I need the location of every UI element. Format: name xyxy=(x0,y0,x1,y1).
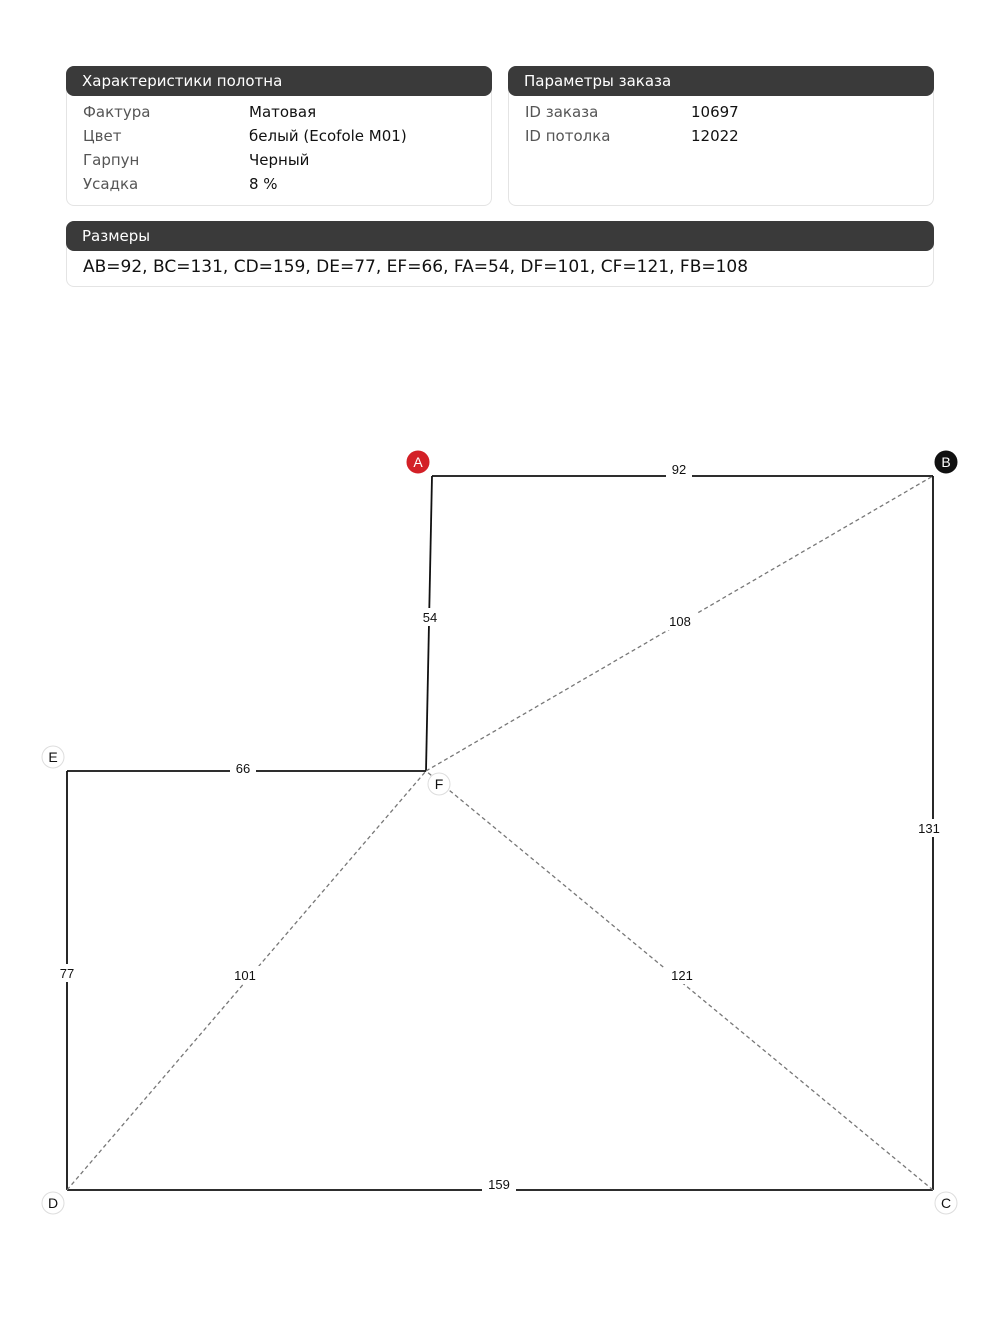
order-label: ID потолка xyxy=(525,127,611,145)
edge-length-DF: 101 xyxy=(234,968,256,983)
edge-length-BC: 131 xyxy=(918,821,940,836)
vertex-F-label: F xyxy=(434,776,444,792)
edge-length-DE: 77 xyxy=(59,966,75,981)
edge-length-FB: 108 xyxy=(669,614,691,629)
order-panel-title: Параметры заказа xyxy=(508,66,934,96)
vertex-D-label: D xyxy=(47,1195,59,1211)
vertex-C-label: C xyxy=(940,1195,952,1211)
edge-length-AB: 92 xyxy=(671,462,687,477)
edge-length-CF: 121 xyxy=(671,968,693,983)
vertex-E-label: E xyxy=(48,749,58,765)
sizes-panel-title: Размеры xyxy=(66,221,934,251)
fabric-value: Черный xyxy=(249,151,310,169)
edge-length-FA: 54 xyxy=(422,610,438,625)
fabric-label: Усадка xyxy=(83,175,139,193)
edge-length-CD: 159 xyxy=(488,1177,510,1192)
edge-length-EF: 66 xyxy=(235,761,251,776)
order-value: 12022 xyxy=(691,127,739,145)
order-value: 10697 xyxy=(691,103,739,121)
fabric-value: белый (Ecofole M01) xyxy=(249,127,407,145)
vertex-B-label: B xyxy=(941,454,951,470)
fabric-value: 8 % xyxy=(249,175,278,193)
sizes-text: AB=92, BC=131, CD=159, DE=77, EF=66, FA=54, DF=101, CF=121, FB=108 xyxy=(83,257,749,277)
order-label: ID заказа xyxy=(525,103,599,121)
fabric-value: Матовая xyxy=(249,103,317,121)
fabric-label: Гарпун xyxy=(83,151,140,169)
fabric-label: Фактура xyxy=(83,103,151,121)
fabric-label: Цвет xyxy=(83,127,122,145)
vertex-A-label: A xyxy=(413,454,423,470)
fabric-panel-title: Характеристики полотна xyxy=(66,66,492,96)
